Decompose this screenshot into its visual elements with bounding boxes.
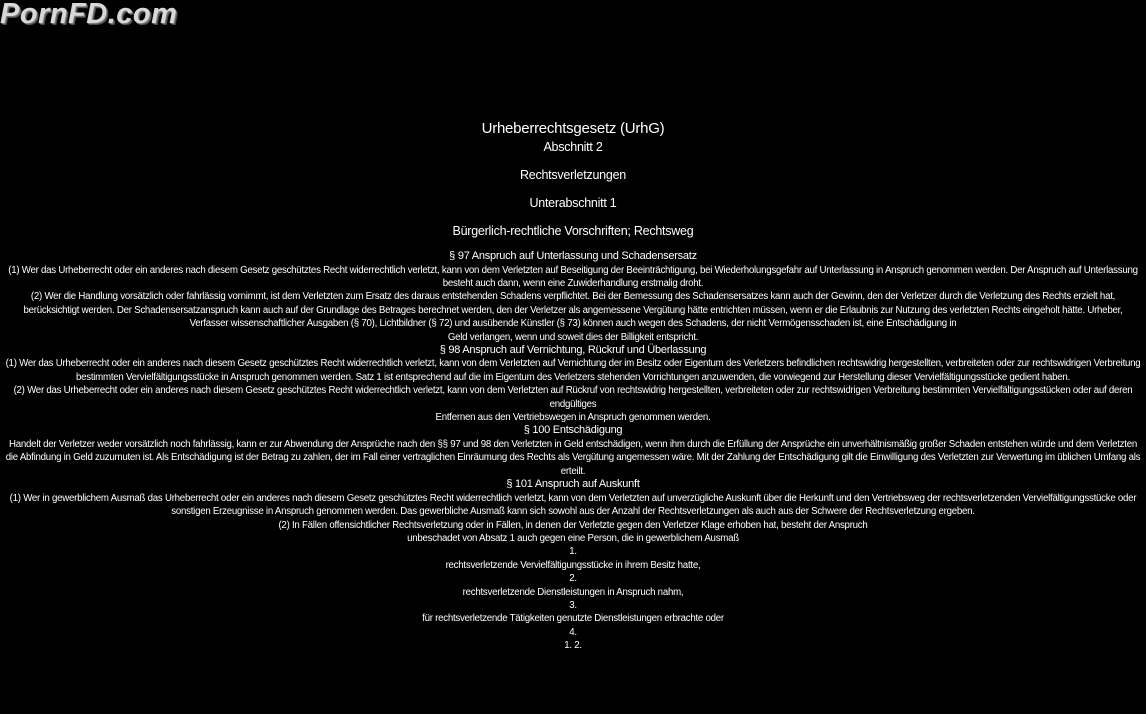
list-item-3: für rechtsverletzende Tätigkeiten genutzte Dienstleistungen erbrachte oder [422,613,724,625]
list-item-2: rechtsverletzende Dienstleistungen in Anspruch nahm, [462,586,684,598]
paragraph-97-text-2: besteht auch dann, wenn eine Zuwiderhandlung erstmalig droht. [442,277,704,289]
list-marker-3: 3. [569,599,577,611]
subsection-title: Bürgerlich-rechtliche Vorschriften; Rechtsweg [452,224,694,238]
paragraph-97-text-4: Geld verlangen, wenn und soweit dies der Billigkeit entspricht. [447,331,699,343]
list-item-1: rechtsverletzende Vervielfältigungsstücke in ihrem Besitz hatte, [445,559,701,571]
paragraph-101-text-3: unbeschadet von Absatz 1 auch gegen eine Person, die in gewerblichem Ausmaß [407,532,739,544]
subsection-number: Unterabschnitt 1 [529,196,617,210]
list-marker-4: 4. [569,626,577,638]
paragraph-101-heading: § 101 Anspruch auf Auskunft [506,478,640,491]
watermark-logo: PornFD.com [0,0,178,30]
paragraph-98-text-2: (2) Wer das Urheberrecht oder ein anderes nach diesem Gesetz geschütztes Recht widerrechtlich verletzt, kann von dem Verletzten auf Rückruf von rechtswidrig hergestellten, verbreiteten oder zur rechtswidrigen Verbreitung bestimmten Vervielfältigungsstücken oder auf deren endgültiges [13,385,1133,410]
list-marker-2: 2. [569,573,577,585]
paragraph-98-text-1: (1) Wer das Urheberrecht oder ein anderes nach diesem Gesetz geschütztes Recht widerrechtlich verletzt, kann von dem Verletzten auf Vernichtung der im Besitz oder Eigentum des Verletzers befindlichen rechtswidrig hergestellten, verbreiteten oder zur rechtswidrigen Verbreitung bestimmten Vervielfältigungsstücke in Anspruch genommen werden. Satz 1 ist entsprechend auf die im Eigentum des Verletzers stehenden Vorrichtungen anzuwenden, die vorwiegend zur Herstellung dieser Vervielfältigungsstücke gedient haben. [5,358,1141,383]
list-marker-1: 1. [569,546,577,558]
paragraph-97-heading: § 97 Anspruch auf Unterlassung und Schadensersatz [449,250,697,262]
paragraph-97-text-3: (2) Wer die Handlung vorsätzlich oder fahrlässig vornimmt, ist dem Verletzten zum Ersatz des daraus entstehenden Schadens verpflichtet. Bei der Bemessung des Schadensersatzes kann auch der Gewinn, den der Verletzer durch die Verletzung des Rechts erzielt hat, berücksichtigt werden. Der Schadensersatzanspruch kann auch auf der Grundlage des Betrages berechnet werden, den der Verletzer als angemessene Vergütung hätte entrichten müssen, wenn er die Erlaubnis zur Nutzung des verletzten Rechts eingeholt hätte. Urheber, Verfasser wissenschaftlicher Ausgaben (§ 70), Lichtbildner (§ 72) und ausübende Künstler (§ 73) können auch wegen des Schadens, der nicht Vermögensschaden ist, eine Entschädigung in [23,291,1123,330]
paragraph-98-heading: § 98 Anspruch auf Vernichtung, Rückruf und Überlassung [439,343,707,356]
paragraph-100-heading: § 100 Entschädigung [523,424,623,437]
paragraph-97-text-1: (1) Wer das Urheberrecht oder ein anderes nach diesem Gesetz geschütztes Recht widerrechtlich verletzt, kann von dem Verletzten auf Beseitigung der Beeinträchtigung, bei Wiederholungsgefahr auf Unterlassung in Anspruch genommen werden. Der Anspruch auf Unterlassung [8,264,1138,276]
section-number: Abschnitt 2 [543,140,603,154]
paragraph-101-text-2: (2) In Fällen offensichtlicher Rechtsverletzung oder in Fällen, in denen der Verletzte gegen den Verletzer Klage erhoben hat, besteht der Anspruch [278,519,868,531]
document-title: Urheberrechtsgesetz (UrhG) [481,120,665,137]
list-marker-sub: 1. 2. [564,640,582,652]
paragraph-101-text-1: (1) Wer in gewerblichem Ausmaß das Urheberrecht oder ein anderes nach diesem Gesetz geschütztes Recht widerrechtlich verletzt, kann von dem Verletzten auf unverzügliche Auskunft über die Herkunft und den Vertriebsweg der rechtsverletzenden Vervielfältigungsstücke oder sonstigen Erzeugnisse in Anspruch genommen werden. Das gewerbliche Ausmaß kann sich sowohl aus der Anzahl der Rechtsverletzungen als auch aus der Schwere der Rechtsverletzung ergeben. [9,492,1137,518]
paragraph-98-text-3: Entfernen aus den Vertriebswegen in Anspruch genommen werden. [435,412,711,424]
section-title: Rechtsverletzungen [520,168,626,182]
law-document [0,120,1146,653]
paragraph-100-text-1: Handelt der Verletzer weder vorsätzlich noch fahrlässig, kann er zur Abwendung der Ansprüche nach den §§ 97 und 98 den Verletzten in Geld entschädigen, wenn ihm durch die Erfüllung der Ansprüche ein unverhältnismäßig großer Schaden entstehen würde und dem Verletzten die Abfindung in Geld zuzumuten ist. Als Entschädigung ist der Betrag zu zahlen, der im Fall einer vertraglichen Einräumung des Rechts als Vergütung angemessen wäre. Mit der Zahlung der Entschädigung gilt die Einwilligung des Verletzten zur Verwertung im üblichen Umfang als erteilt. [5,438,1141,477]
